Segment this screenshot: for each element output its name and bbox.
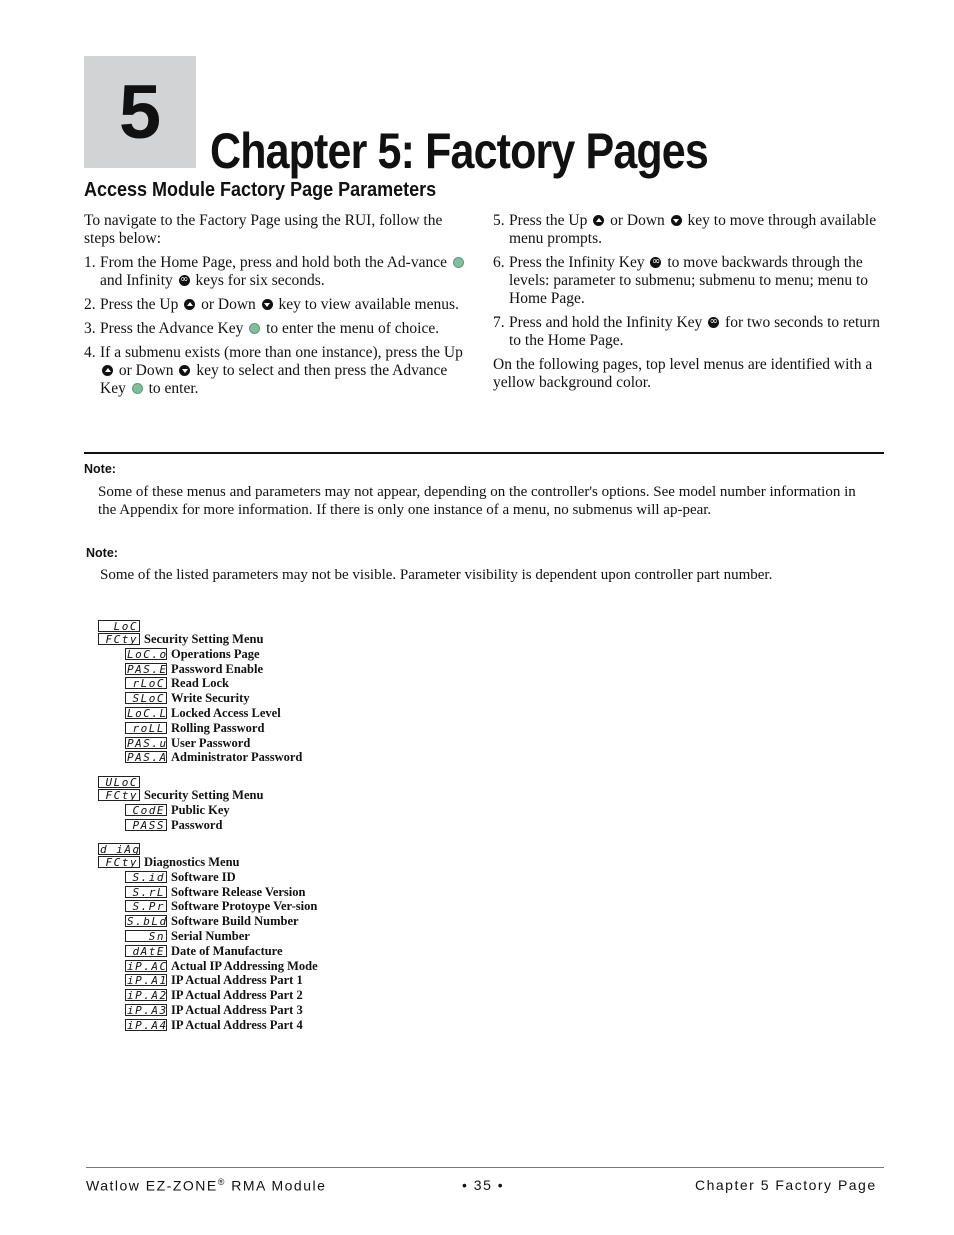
chapter-title: Chapter 5: Factory Pages [210,123,708,179]
parameter-row [98,959,331,974]
parameter-label: Public Key [171,802,230,817]
parameter-code-display: PASS [125,819,167,831]
up-key-icon [102,365,113,376]
parameter-label: IP Actual Address Part 2 [171,988,303,1003]
step-text [509,254,885,308]
parameter-code-display: iP.A4 [127,1018,168,1032]
step-text-part: Press the Advance Key [100,320,248,337]
parameter-label: Software Build Number [171,914,299,929]
parameter-code-display: iP.A2 [127,989,168,1003]
parameter-code-display: iP.A1 [127,974,168,988]
parameter-label: Software ID [171,869,236,884]
advance-key-icon [453,257,464,268]
note-label: Note: [86,546,118,560]
parameter-label: Locked Access Level [171,705,281,720]
menu-label: Security Setting Menu [144,632,264,646]
step-number: 1. [84,254,96,271]
step-item [493,254,885,308]
step-item [84,296,466,314]
parameter-row [98,929,331,944]
footer-divider [86,1167,884,1168]
parameter-label: Software Release Version [171,884,306,899]
parameter-row [98,721,302,736]
section-heading: Access Module Factory Page Parameters [84,179,437,201]
step-item [493,212,885,248]
menu-row [98,855,331,870]
parameter-label: Actual IP Addressing Mode [171,958,318,973]
parameter-row [98,973,331,988]
step-text [100,344,466,398]
steps-list-left [84,254,466,398]
infinity-key-icon [179,275,190,286]
infinity-key-icon [708,317,719,328]
page-code-display: LoC [98,620,140,632]
parameter-code-display: LoC.o [127,647,168,661]
menu-row [98,788,263,803]
parameter-row [98,803,263,818]
step-text-part: or Down [115,362,178,379]
menu-tree-security [98,619,302,765]
parameter-code-display: S.Pr [125,900,167,912]
parameter-code-display: S.rL [125,886,167,898]
step-text-part: and Infinity [100,272,177,289]
page-row [98,775,263,788]
parameter-row [98,676,302,691]
page-row [98,619,302,632]
step-text-part: to move backwards through the levels: parameter to submenu; submenu to menu; menu to Home Page. [509,254,869,307]
closing-paragraph: On the following pages, top level menus are identified with a yellow background color. [493,356,873,391]
parameter-label: User Password [171,735,251,750]
parameter-row [98,750,302,765]
step-text-part: or Down [606,212,669,229]
parameter-label: Write Security [171,691,250,706]
parameter-code-display: PAS.u [127,736,168,750]
step-text-part: Press the Up [100,296,183,313]
parameter-label: Serial Number [171,928,250,943]
down-key-icon [671,215,682,226]
footer-chapter: Chapter 5 Factory Page [695,1177,877,1193]
parameter-row [98,706,302,721]
parameter-label: Date of Manufacture [171,943,283,958]
parameter-label: IP Actual Address Part 3 [171,1002,303,1017]
step-number: 6. [493,254,505,271]
menu-code-display: FCty [98,633,140,645]
step-number: 3. [84,320,96,337]
parameter-code-display: rLoC [125,677,167,689]
parameter-label: Password Enable [171,661,264,676]
step-text-part: If a submenu exists (more than one instance), press the Up [100,344,463,361]
parameter-code-display: S.bLd [127,915,168,929]
step-text-part: or Down [197,296,260,313]
page-number: • 35 • [462,1177,505,1193]
step-item [493,314,885,350]
parameter-row [98,988,331,1003]
menu-label: Security Setting Menu [144,788,264,802]
parameter-label: Operations Page [171,646,260,661]
step-item [84,344,466,398]
parameter-code-display: iP.AC [127,959,168,973]
menu-row [98,632,302,647]
down-key-icon [179,365,190,376]
parameter-code-display: Sn [125,930,167,942]
parameter-row [98,691,302,706]
parameter-code-display: roLL [125,722,167,734]
footer-product-name: RMA Module [225,1177,327,1194]
parameter-code-display: CodE [125,804,167,816]
parameter-row [98,885,331,900]
up-key-icon [593,215,604,226]
parameter-label: Rolling Password [171,720,265,735]
infinity-key-icon [650,257,661,268]
section-divider [84,452,884,454]
step-text-part: Press the Up [509,212,592,229]
step-number: 2. [84,296,96,313]
parameter-row [98,1018,331,1033]
step-item [84,320,466,338]
step-number: 4. [84,344,96,361]
menu-tree-diagnostics [98,842,331,1033]
parameter-code-display: LoC.L [127,706,168,720]
down-key-icon [262,299,273,310]
parameter-row [98,914,331,929]
parameter-label: Read Lock [171,676,229,691]
right-column [493,212,885,398]
parameter-code-display: iP.A3 [127,1003,168,1017]
parameter-label: Administrator Password [171,750,303,765]
left-column [84,212,466,404]
note-text: Some of these menus and parameters may not appear, depending on the controller's options. See model number information in the Appendix for more information. If there is only one instance of a menu, no submenus will ap-pear. [98,484,856,518]
parameter-row [98,818,263,833]
footer-brand: Watlow EZ-ZONE [86,1177,218,1194]
step-text [100,296,466,314]
step-number: 7. [493,314,505,331]
step-text [100,320,466,338]
footer-product [86,1177,326,1194]
step-text-part: Press and hold the Infinity Key [509,314,707,331]
parameter-code-display: SLoC [125,692,167,704]
step-text-part: Press the Infinity Key [509,254,649,271]
parameter-label: Password [171,817,223,832]
step-item [84,254,466,290]
step-text [509,212,885,248]
step-text-part: key to select and then press the Advance Key [100,362,448,397]
parameter-label: IP Actual Address Part 1 [171,973,303,988]
step-text-part: key to view available menus. [274,296,459,313]
step-text [509,314,885,350]
step-text [100,254,466,290]
step-text-part: key to move through available menu prompts. [509,212,877,247]
menu-tree-unlock [98,775,263,832]
parameter-code-display: dAtE [125,945,167,957]
intro-paragraph: To navigate to the Factory Page using the RUI, follow the steps below: [84,212,443,247]
step-text-part: for two seconds to return to the Home Page. [509,314,881,349]
step-text-part: to enter the menu of choice. [262,320,440,337]
parameter-row [98,647,302,662]
parameter-code-display: S.id [125,871,167,883]
up-key-icon [184,299,195,310]
parameter-row [98,899,331,914]
menu-code-display: FCty [98,856,140,868]
parameter-row [98,736,302,751]
parameter-row [98,944,331,959]
note-text: Some of the listed parameters may not be visible. Parameter visibility is dependent upon controller part number. [100,567,773,583]
step-text-part: to enter. [144,380,199,397]
note-label: Note: [84,462,116,476]
menu-code-display: FCty [98,789,140,801]
page-code-display: ULoC [98,776,140,788]
registered-mark: ® [217,1177,226,1187]
parameter-code-display: PAS.E [127,662,168,676]
parameter-label: Software Protoype Ver-sion [171,899,318,914]
menu-label: Diagnostics Menu [144,855,240,869]
chapter-number: 5 [118,70,162,155]
step-text-part: keys for six seconds. [191,272,325,289]
page-row [98,842,331,855]
parameter-label: IP Actual Address Part 4 [171,1017,303,1032]
step-text-part: From the Home Page, press and hold both the Ad-vance [100,254,451,271]
advance-key-icon [132,383,143,394]
page-code-display: d iAg [100,843,141,856]
parameter-code-display: PAS.A [127,751,168,765]
advance-key-icon [249,323,260,334]
parameter-row [98,1003,331,1018]
step-number: 5. [493,212,505,229]
steps-list-right [493,212,885,350]
parameter-row [98,662,302,677]
parameter-row [98,870,331,885]
